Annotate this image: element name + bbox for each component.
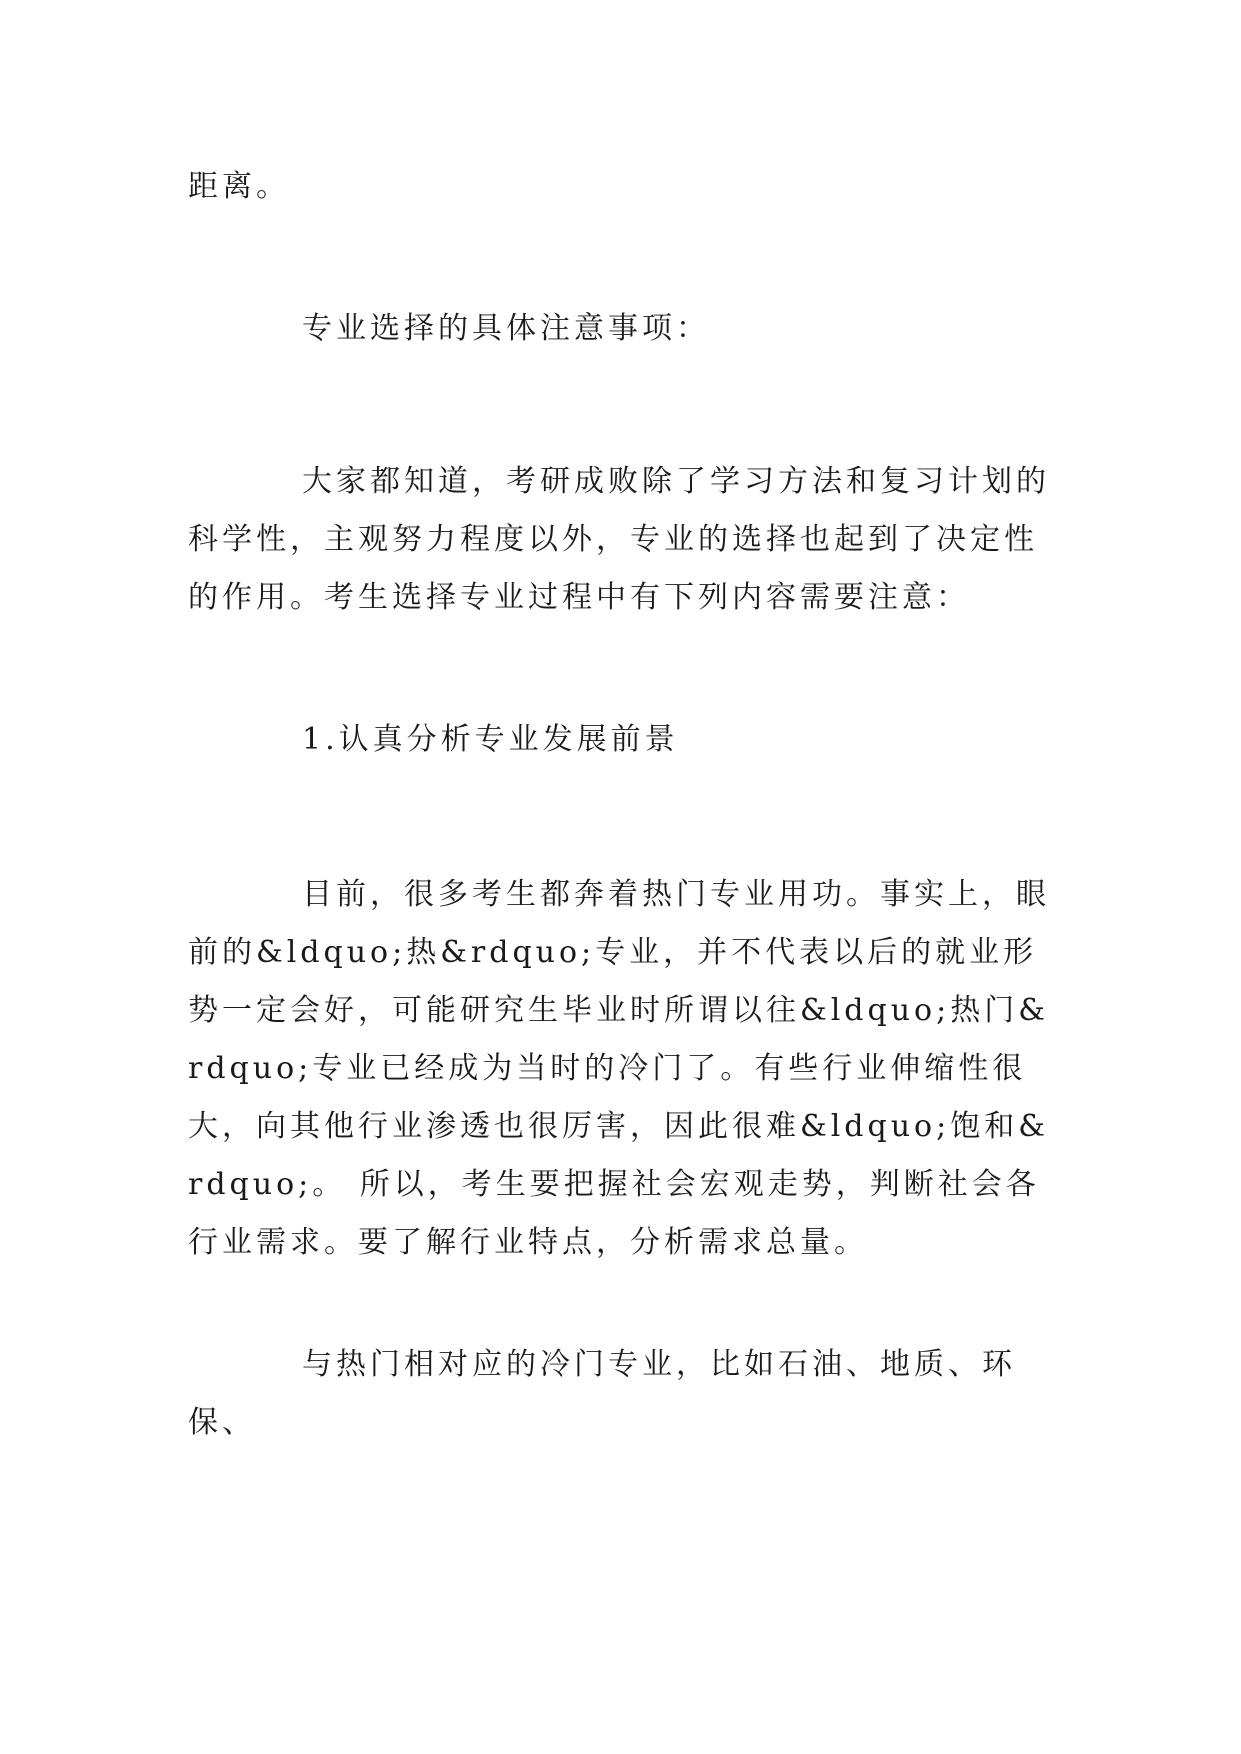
subheading-1: 1.认真分析专业发展前景 bbox=[302, 722, 679, 757]
intro-paragraph: 大家都知道，考研成败除了学习方法和复习计划的科学性，主观努力程度以外，专业的选择也起到了决定性的作用。考生选择专业过程中有下列内容需要注意： bbox=[188, 464, 1050, 615]
trailing-paragraph: 与热门相对应的冷门专业，比如石油、地质、环保、 bbox=[188, 1347, 1016, 1440]
paragraph-continuation: 距离。 bbox=[188, 169, 290, 204]
body-paragraph: 目前，很多考生都奔着热门专业用功。事实上，眼前的&ldquo;热&rdquo;专业，并不代表以后的就业形势一定会好，可能研究生毕业时所谓以往&ldquo;热门&rdquo;专业已经成为当时的冷门了。有些行业伸缩性很大，向其他行业渗透也很厉害，因此很难&ldquo;饱和&rdquo;。 所以，考生要把握社会宏观走势，判断社会各行业需求。要了解行业特点，分析需求总量。 bbox=[188, 877, 1050, 1260]
section-heading: 专业选择的具体注意事项： bbox=[302, 311, 710, 346]
